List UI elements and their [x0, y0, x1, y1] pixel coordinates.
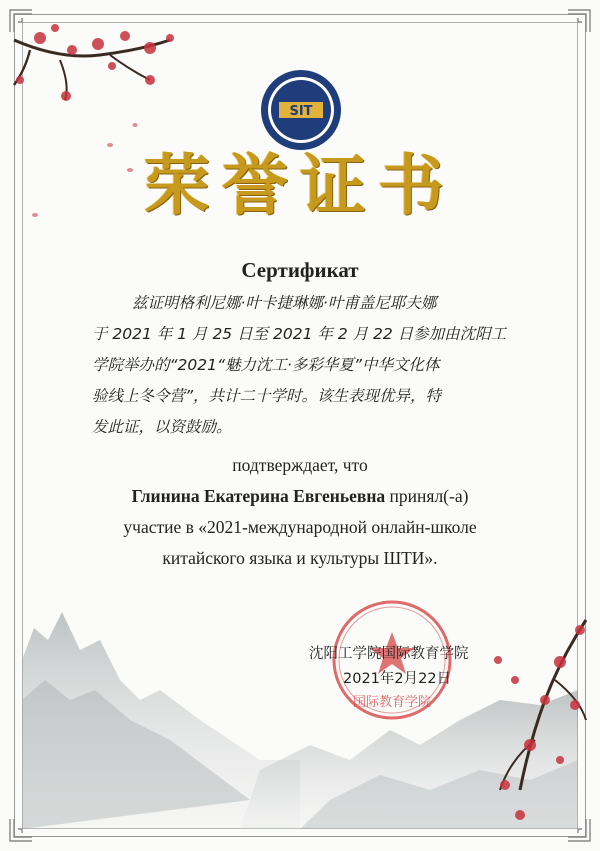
ru-took-part: принял(-а) [385, 486, 469, 506]
certificate-title-ru: Сертификат [241, 258, 359, 282]
cn-body-line-1: 兹证明格利尼娜·叶卡捷琳娜·叶甫盖尼耶夫娜 [132, 294, 437, 312]
ru-confirms: подтверждает, что [232, 455, 368, 475]
recipient-name: Глинина Екатерина Евгеньевна [131, 486, 386, 506]
cn-body-line-2: 于 2021 年 1 月 25 日至 2021 年 2 月 22 日参加由沈阳工 [92, 325, 507, 343]
stamp-text: 国际教育学院 [352, 695, 432, 710]
ru-body-line-3: участие в «2021-международной онлайн-школе [123, 517, 477, 537]
cn-body-line-4: 验线上冬令营”，共计二十学时。该生表现优异，特 [92, 387, 442, 405]
certificate-title-cn: 荣誉证书 [144, 146, 456, 224]
ru-body-line-4: китайского языка и культуры ШТИ». [162, 548, 438, 568]
cn-body-line-3: 学院举办的“2021“魅力沈工·多彩华夏”中华文化体 [92, 356, 440, 374]
issue-date: 2021年2月22日 [343, 671, 452, 687]
logo-text: SIT [289, 104, 313, 119]
cn-body-line-5: 发此证，以资鼓励。 [92, 418, 232, 436]
issuing-organization: 沈阳工学院国际教育学院 [309, 646, 469, 662]
